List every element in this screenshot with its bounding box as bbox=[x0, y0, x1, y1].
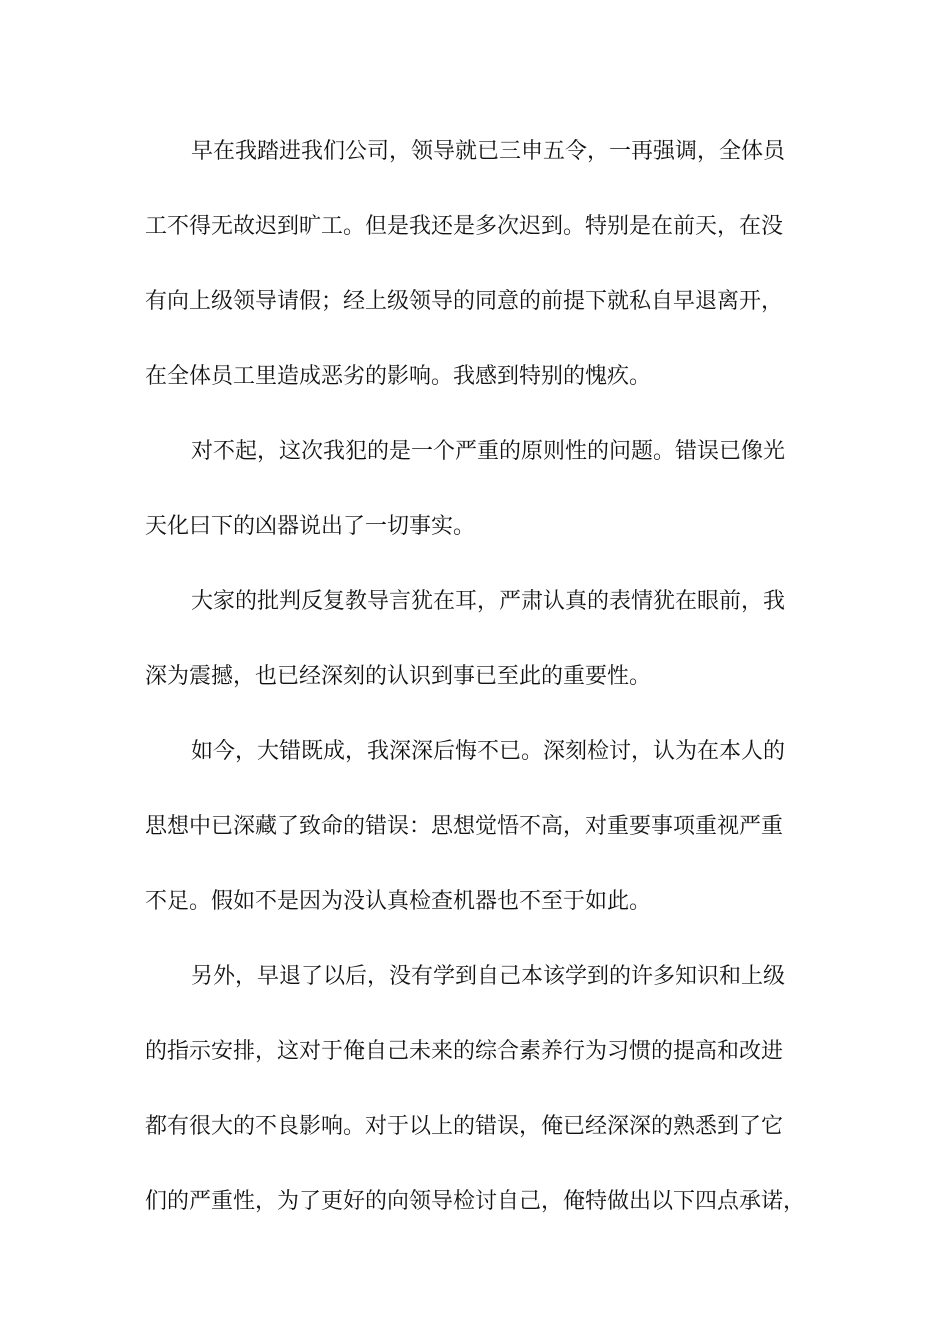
document-body bbox=[145, 128, 825, 1253]
text-line: 思想中已深藏了致命的错误：思想觉悟不高，对重要事项重视严重 bbox=[145, 814, 784, 839]
text-line: 大家的批判反复教导言犹在耳，严肃认真的表情犹在眼前，我 bbox=[191, 589, 786, 614]
text-line: 工不得无故迟到旷工。但是我还是多次迟到。特别是在前天，在没 bbox=[145, 214, 784, 239]
paragraph-5 bbox=[145, 953, 825, 1253]
paragraph-4 bbox=[145, 728, 825, 953]
text-line: 如今，大错既成，我深深后悔不已。深刻检讨，认为在本人的 bbox=[191, 739, 786, 764]
text-line: 另外，早退了以后，没有学到自己本该学到的许多知识和上级 bbox=[191, 964, 786, 989]
paragraph-3 bbox=[145, 578, 825, 728]
text-line: 都有很大的不良影响。对于以上的错误，俺已经深深的熟悉到了它 bbox=[145, 1114, 784, 1139]
text-line: 有向上级领导请假；经上级领导的同意的前提下就私自早退离开， bbox=[145, 289, 784, 314]
paragraph-2 bbox=[145, 428, 825, 578]
text-line: 的指示安排，这对于俺自己未来的综合素养行为习惯的提高和改进 bbox=[145, 1039, 784, 1064]
paragraph-1 bbox=[145, 128, 825, 428]
text-line: 早在我踏进我们公司，领导就已三申五令，一再强调，全体员 bbox=[191, 139, 786, 164]
text-line: 不足。假如不是因为没认真检查机器也不至于如此。 bbox=[145, 889, 652, 914]
text-line: 天化曰下的凶器说出了一切事实。 bbox=[145, 514, 476, 539]
text-line: 在全体员工里造成恶劣的影响。我感到特别的愧疚。 bbox=[145, 364, 652, 389]
text-line: 对不起，这次我犯的是一个严重的原则性的问题。错误已像光 bbox=[191, 439, 786, 464]
text-line: 们的严重性，为了更好的向领导检讨自己，俺特做出以下四点承诺， bbox=[145, 1189, 806, 1214]
text-line: 深为震撼，也已经深刻的认识到事已至此的重要性。 bbox=[145, 664, 652, 689]
